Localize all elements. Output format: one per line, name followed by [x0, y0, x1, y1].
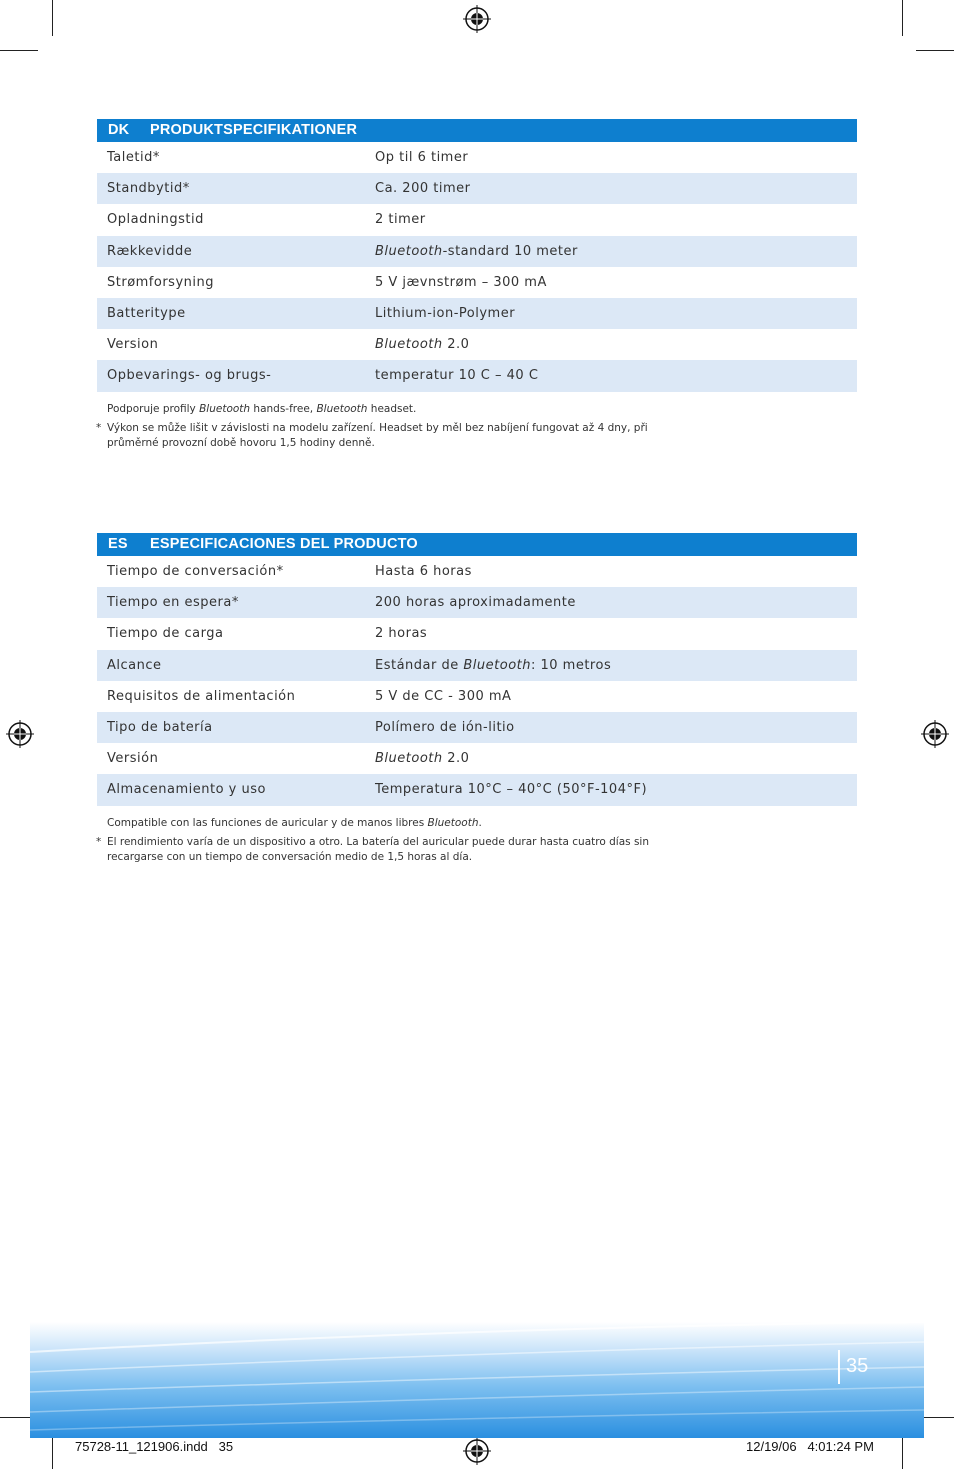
- section-header: [97, 533, 857, 556]
- spec-row: [97, 142, 857, 173]
- spec-value: [375, 337, 857, 352]
- spec-label: Requisitos de alimentación: [107, 688, 296, 704]
- footer-band: [30, 1322, 924, 1438]
- spec-row: [97, 556, 857, 587]
- registration-mark-icon: [463, 1437, 491, 1465]
- spec-label: Strømforsyning: [107, 274, 214, 290]
- spec-value: Temperatura 10°C – 40°C (50°F-104°F): [375, 782, 648, 798]
- spec-value: temperatur 10 C – 40 C: [375, 368, 539, 384]
- spec-section-es: [97, 533, 857, 865]
- registration-mark-icon: [6, 720, 34, 748]
- spec-row: [97, 236, 857, 267]
- section-code: DK: [108, 122, 130, 138]
- spec-label: Opbevarings- og brugs-: [107, 368, 272, 384]
- footnotes: [97, 402, 857, 451]
- spec-value: 2 timer: [375, 212, 426, 228]
- registration-mark-icon: [463, 5, 491, 33]
- spec-value: Polímero de ión-litio: [375, 720, 515, 736]
- spec-row: [97, 360, 857, 391]
- spec-value: 5 V de CC - 300 mA: [375, 688, 512, 704]
- spec-value-italic: Bluetooth: [375, 751, 443, 767]
- spec-section-dk: [97, 119, 857, 451]
- spec-row: [97, 681, 857, 712]
- spec-value: 5 V jævnstrøm – 300 mA: [375, 274, 547, 290]
- spec-row: [97, 298, 857, 329]
- spec-value: 2 horas: [375, 626, 428, 642]
- crop-mark: [902, 0, 903, 36]
- spec-value: [375, 244, 857, 259]
- spec-label: Tiempo de carga: [107, 626, 224, 642]
- wave-decoration-icon: [30, 1322, 924, 1438]
- spec-row: [97, 173, 857, 204]
- footnotes: [97, 816, 857, 865]
- footnote-star: * El rendimiento varía de un dispositivo a otro. La batería del auricular puede durar hasta cuatro días sin recargarse con un tiempo de conversación medio de 1,5 horas al día.: [97, 835, 857, 865]
- spec-label: Opladningstid: [107, 212, 204, 228]
- spec-row: [97, 650, 857, 681]
- spec-value-text: -standard 10 meter: [442, 243, 578, 259]
- crop-mark: [0, 50, 38, 51]
- registration-mark-icon: [921, 720, 949, 748]
- page-number: 35: [846, 1355, 869, 1377]
- spec-value: Estándar de Bluetooth: 10 metros: [375, 657, 612, 673]
- spec-row: [97, 712, 857, 743]
- spec-label: Tiempo de conversación*: [107, 564, 284, 580]
- spec-row: [97, 204, 857, 235]
- spec-row: [97, 329, 857, 360]
- spec-label: Taletid*: [107, 150, 160, 166]
- spec-value: Lithium-ion-Polymer: [375, 306, 516, 322]
- slug-right: 12/19/06 4:01:24 PM: [746, 1439, 874, 1454]
- crop-mark: [52, 0, 53, 36]
- spec-value: Hasta 6 horas: [375, 564, 472, 580]
- spec-value: Ca. 200 timer: [375, 181, 471, 197]
- spec-value: 200 horas aproximadamente: [375, 595, 576, 611]
- spec-value-italic: Bluetooth: [375, 243, 443, 259]
- section-title: PRODUKTSPECIFIKATIONER: [150, 122, 358, 138]
- footnote: Podporuje profily Bluetooth hands-free, Bluetooth headset.: [107, 402, 417, 415]
- spec-label: Tipo de batería: [107, 720, 213, 736]
- footnote: Compatible con las funciones de auricular y de manos libres Bluetooth.: [107, 816, 482, 829]
- spec-label: Rækkevidde: [107, 243, 193, 259]
- spec-value-italic: Bluetooth: [463, 657, 531, 673]
- spec-label: Batteritype: [107, 306, 186, 322]
- spec-label: Tiempo en espera*: [107, 595, 239, 611]
- section-header: [97, 119, 857, 142]
- spec-value: Bluetooth 2.0: [375, 751, 470, 767]
- spec-row: [97, 774, 857, 805]
- footnote-star: * Výkon se může lišit v závislosti na modelu zařízení. Headset by měl bez nabíjení fungovat až 4 dny, při průměrné provozní době hovoru 1,5 hodiny denně.: [97, 421, 857, 451]
- section-code: ES: [108, 536, 128, 552]
- spec-value-text: 2.0: [442, 337, 470, 353]
- spec-value-italic: Bluetooth: [375, 337, 443, 353]
- spec-label: Alcance: [107, 657, 162, 673]
- spec-label: Versión: [107, 751, 159, 767]
- spec-row: [97, 618, 857, 649]
- slug-left: 75728-11_121906.indd 35: [75, 1439, 234, 1454]
- spec-row: [97, 267, 857, 298]
- spec-label: Version: [107, 337, 159, 353]
- spec-row: [97, 743, 857, 774]
- crop-mark: [916, 50, 954, 51]
- spec-value: Op til 6 timer: [375, 150, 469, 166]
- page-number-bar: [838, 1350, 840, 1384]
- spec-row: [97, 587, 857, 618]
- spec-label: Standbytid*: [107, 181, 190, 197]
- spec-label: Almacenamiento y uso: [107, 782, 266, 798]
- section-title: ESPECIFICACIONES DEL PRODUCTO: [150, 536, 418, 552]
